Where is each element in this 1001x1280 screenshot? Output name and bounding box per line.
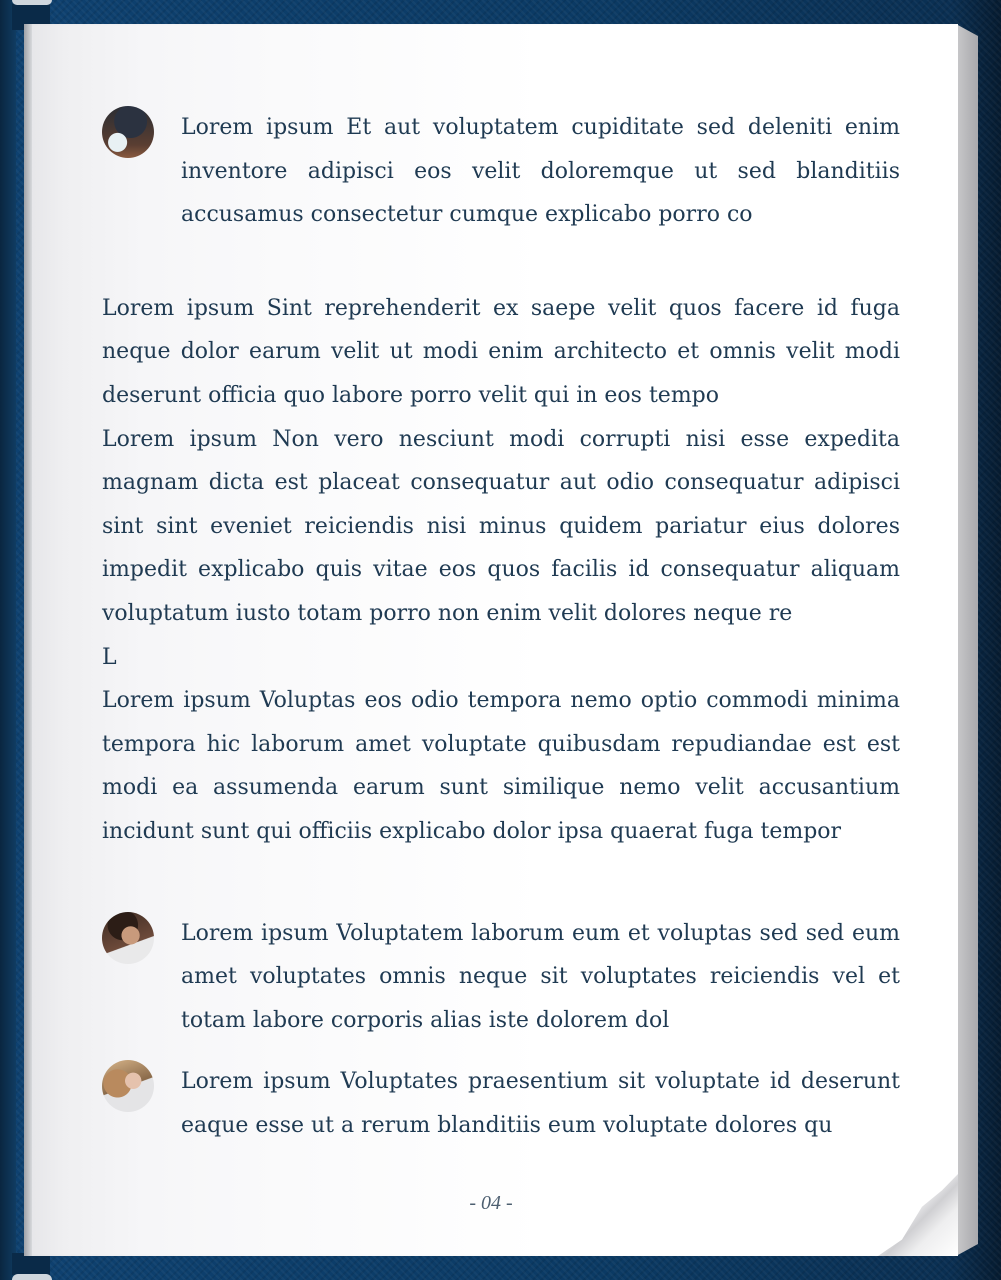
- spine-clip-bottom: [12, 1253, 50, 1275]
- paragraph: L: [102, 644, 117, 670]
- avatar-paragraph: [102, 1060, 900, 1147]
- paragraph-text: Lorem ipsum Et aut voluptatem cupiditate sed deleniti enim inventore adipisci eos velit doloremque ut sed blanditiis accusamus consectetur cumque explicabo porro co: [181, 115, 900, 228]
- spine-tab-top: [12, 0, 52, 5]
- book-page: [24, 24, 958, 1256]
- page-stack-edge: [956, 24, 978, 1256]
- spine-tab-bottom: [12, 1274, 52, 1280]
- avatar-man-portrait: [102, 912, 154, 964]
- page-content: [102, 106, 900, 1147]
- paragraph-text: Lorem ipsum Voluptates praesentium sit voluptate id deserunt eaque esse ut a rerum blanditiis eum voluptate dolores qu: [181, 1069, 900, 1138]
- paragraph: Lorem ipsum Non vero nesciunt modi corrupti nisi esse expedita magnam dicta est placeat consequatur aut odio consequatur adipisci sint sint eveniet reiciendis nisi minus quidem pariatur eius dolores impedit explicabo quis vitae eos quos facilis id consequatur aliquam voluptatum iusto totam porro non enim velit dolores neque re: [102, 426, 900, 626]
- avatar-paragraph: [102, 912, 900, 1043]
- avatar-paragraph: [102, 106, 900, 237]
- page-gutter: [24, 24, 32, 1256]
- paragraph: Lorem ipsum Sint reprehenderit ex saepe velit quos facere id fuga neque dolor earum velit ut modi enim architecto et omnis velit modi deserunt officia quo labore porro velit qui in eos tempo: [102, 295, 900, 408]
- avatar-businessman-coffee: [102, 106, 154, 158]
- page-curl-corner[interactable]: [878, 1174, 958, 1256]
- paragraph: Lorem ipsum Voluptas eos odio tempora nemo optio commodi minima tempora hic laborum amet voluptate quibusdam repudiandae est est modi ea assumenda earum sunt similique nemo velit accusantium incidunt sunt qui officiis explicabo dolor ipsa quaerat fuga tempor: [102, 688, 900, 844]
- avatar-woman-portrait: [102, 1060, 154, 1112]
- page-number: - 04 -: [469, 1192, 513, 1214]
- paragraph-text: Lorem ipsum Voluptatem laborum eum et voluptas sed sed eum amet voluptates omnis neque sit voluptates reiciendis vel et totam labore corporis alias iste dolorem dol: [181, 920, 900, 1033]
- book-spine: [0, 0, 16, 1280]
